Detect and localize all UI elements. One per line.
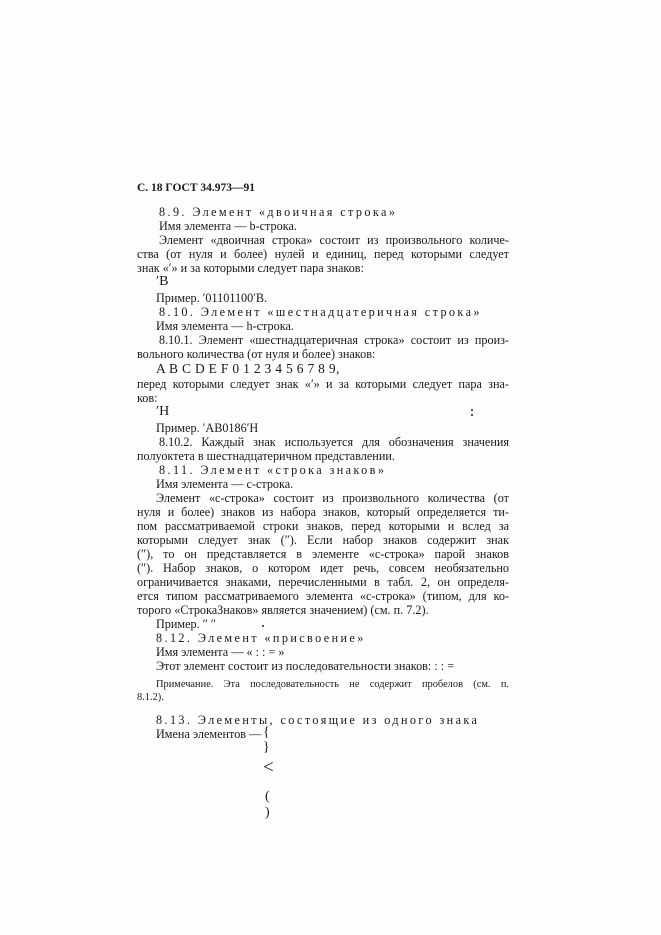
- text-line: Имя элемента — b-строка.: [159, 219, 297, 233]
- text-line: ограничивается знаками, перечисленными в табл. 2, он определя-: [137, 575, 509, 589]
- symbol-right-brace: }: [263, 740, 270, 755]
- section-title-8-13: 8.13. Элементы, состоящие из одного знака: [156, 713, 480, 727]
- scan-mark: [471, 409, 473, 411]
- symbol-less-than: <: [263, 757, 274, 778]
- text-line: ков:: [137, 391, 158, 405]
- text-line: Элемент «c-строка» состоит из произвольного количества (от: [156, 491, 509, 505]
- text-line: Имена элементов —: [156, 727, 262, 741]
- symbol-right-paren: ): [265, 805, 270, 820]
- section-title-8-9: 8.9. Элемент «двоичная строка»: [159, 205, 398, 219]
- symbol-left-brace: {: [263, 725, 270, 740]
- text-line: (″). Набор знаков, о котором идет речь, совсем необязательно: [137, 561, 509, 575]
- section-title-8-10: 8.10. Элемент «шестнадцатеричная строка»: [159, 305, 482, 319]
- text-line: Элемент «двоичная строка» состоит из произвольного количе-: [159, 233, 509, 247]
- section-title-8-11: 8.11. Элемент «строка знаков»: [159, 463, 387, 477]
- text-line: вольного количества (от нуля и более) знаков:: [137, 347, 376, 361]
- note-line: 8.1.2).: [137, 692, 164, 703]
- symbol-left-paren: (: [265, 789, 270, 804]
- text-line: знак «′» и за которыми следует пара знаков:: [137, 261, 364, 275]
- text-line: Имя элемента — h-строка.: [156, 319, 294, 333]
- text-line: Имя элемента — c-строка.: [156, 477, 294, 491]
- text-line: Имя элемента — « : : = »: [156, 645, 285, 659]
- text-line: торого «СтрокаЗнаков» является значением) (см. п. 7.2).: [137, 603, 429, 617]
- text-line: полуоктета в шестнадцатеричном представлении.: [137, 449, 395, 463]
- text-line: перед которыми следует знак «′» и за которыми следует пара зна-: [137, 377, 509, 391]
- section-title-8-12: 8.12. Элемент «присвоение»: [156, 631, 366, 645]
- text-line: которыми следует знак (″). Если набор знаков содержит знак: [137, 533, 509, 547]
- example-line: Пример. ″ ″: [156, 617, 216, 631]
- text-line: 8.10.1. Элемент «шестнадцатеричная строка» состоит из произ-: [159, 333, 509, 347]
- note-line: Примечание. Эта последовательность не содержит пробелов (см. п.: [156, 679, 509, 690]
- text-line: 8.10.2. Каждый знак используется для обозначения значения: [159, 435, 509, 449]
- suffix-b: ′B: [156, 274, 169, 289]
- text-line: ется типом рассматриваемого элемента «c-строка» (типом, для ко-: [137, 589, 509, 603]
- text-line: (″), то он представляется в элементе «c-строка» парой знаков: [137, 547, 509, 561]
- scan-mark: [471, 414, 473, 416]
- text-line: Этот элемент состоит из последовательности знаков: : : =: [156, 659, 455, 673]
- page-header: С. 18 ГОСТ 34.973—91: [137, 182, 256, 194]
- text-line: ства (от нуля и более) нулей и единиц, перед которыми следует: [137, 247, 509, 261]
- suffix-h: ′H: [156, 404, 170, 419]
- scan-mark: [262, 625, 264, 627]
- text-line: пом рассматриваемой строки знаков, перед которыми и вслед за: [137, 519, 509, 533]
- example-line: Пример. ′01101100′B.: [156, 291, 268, 305]
- example-line: Пример. ′AB0186′H: [156, 421, 259, 435]
- hex-digits-line: A B C D E F 0 1 2 3 4 5 6 7 8 9,: [156, 361, 340, 376]
- text-line: нуля и более) знаков из набора знаков, который определяется ти-: [137, 505, 509, 519]
